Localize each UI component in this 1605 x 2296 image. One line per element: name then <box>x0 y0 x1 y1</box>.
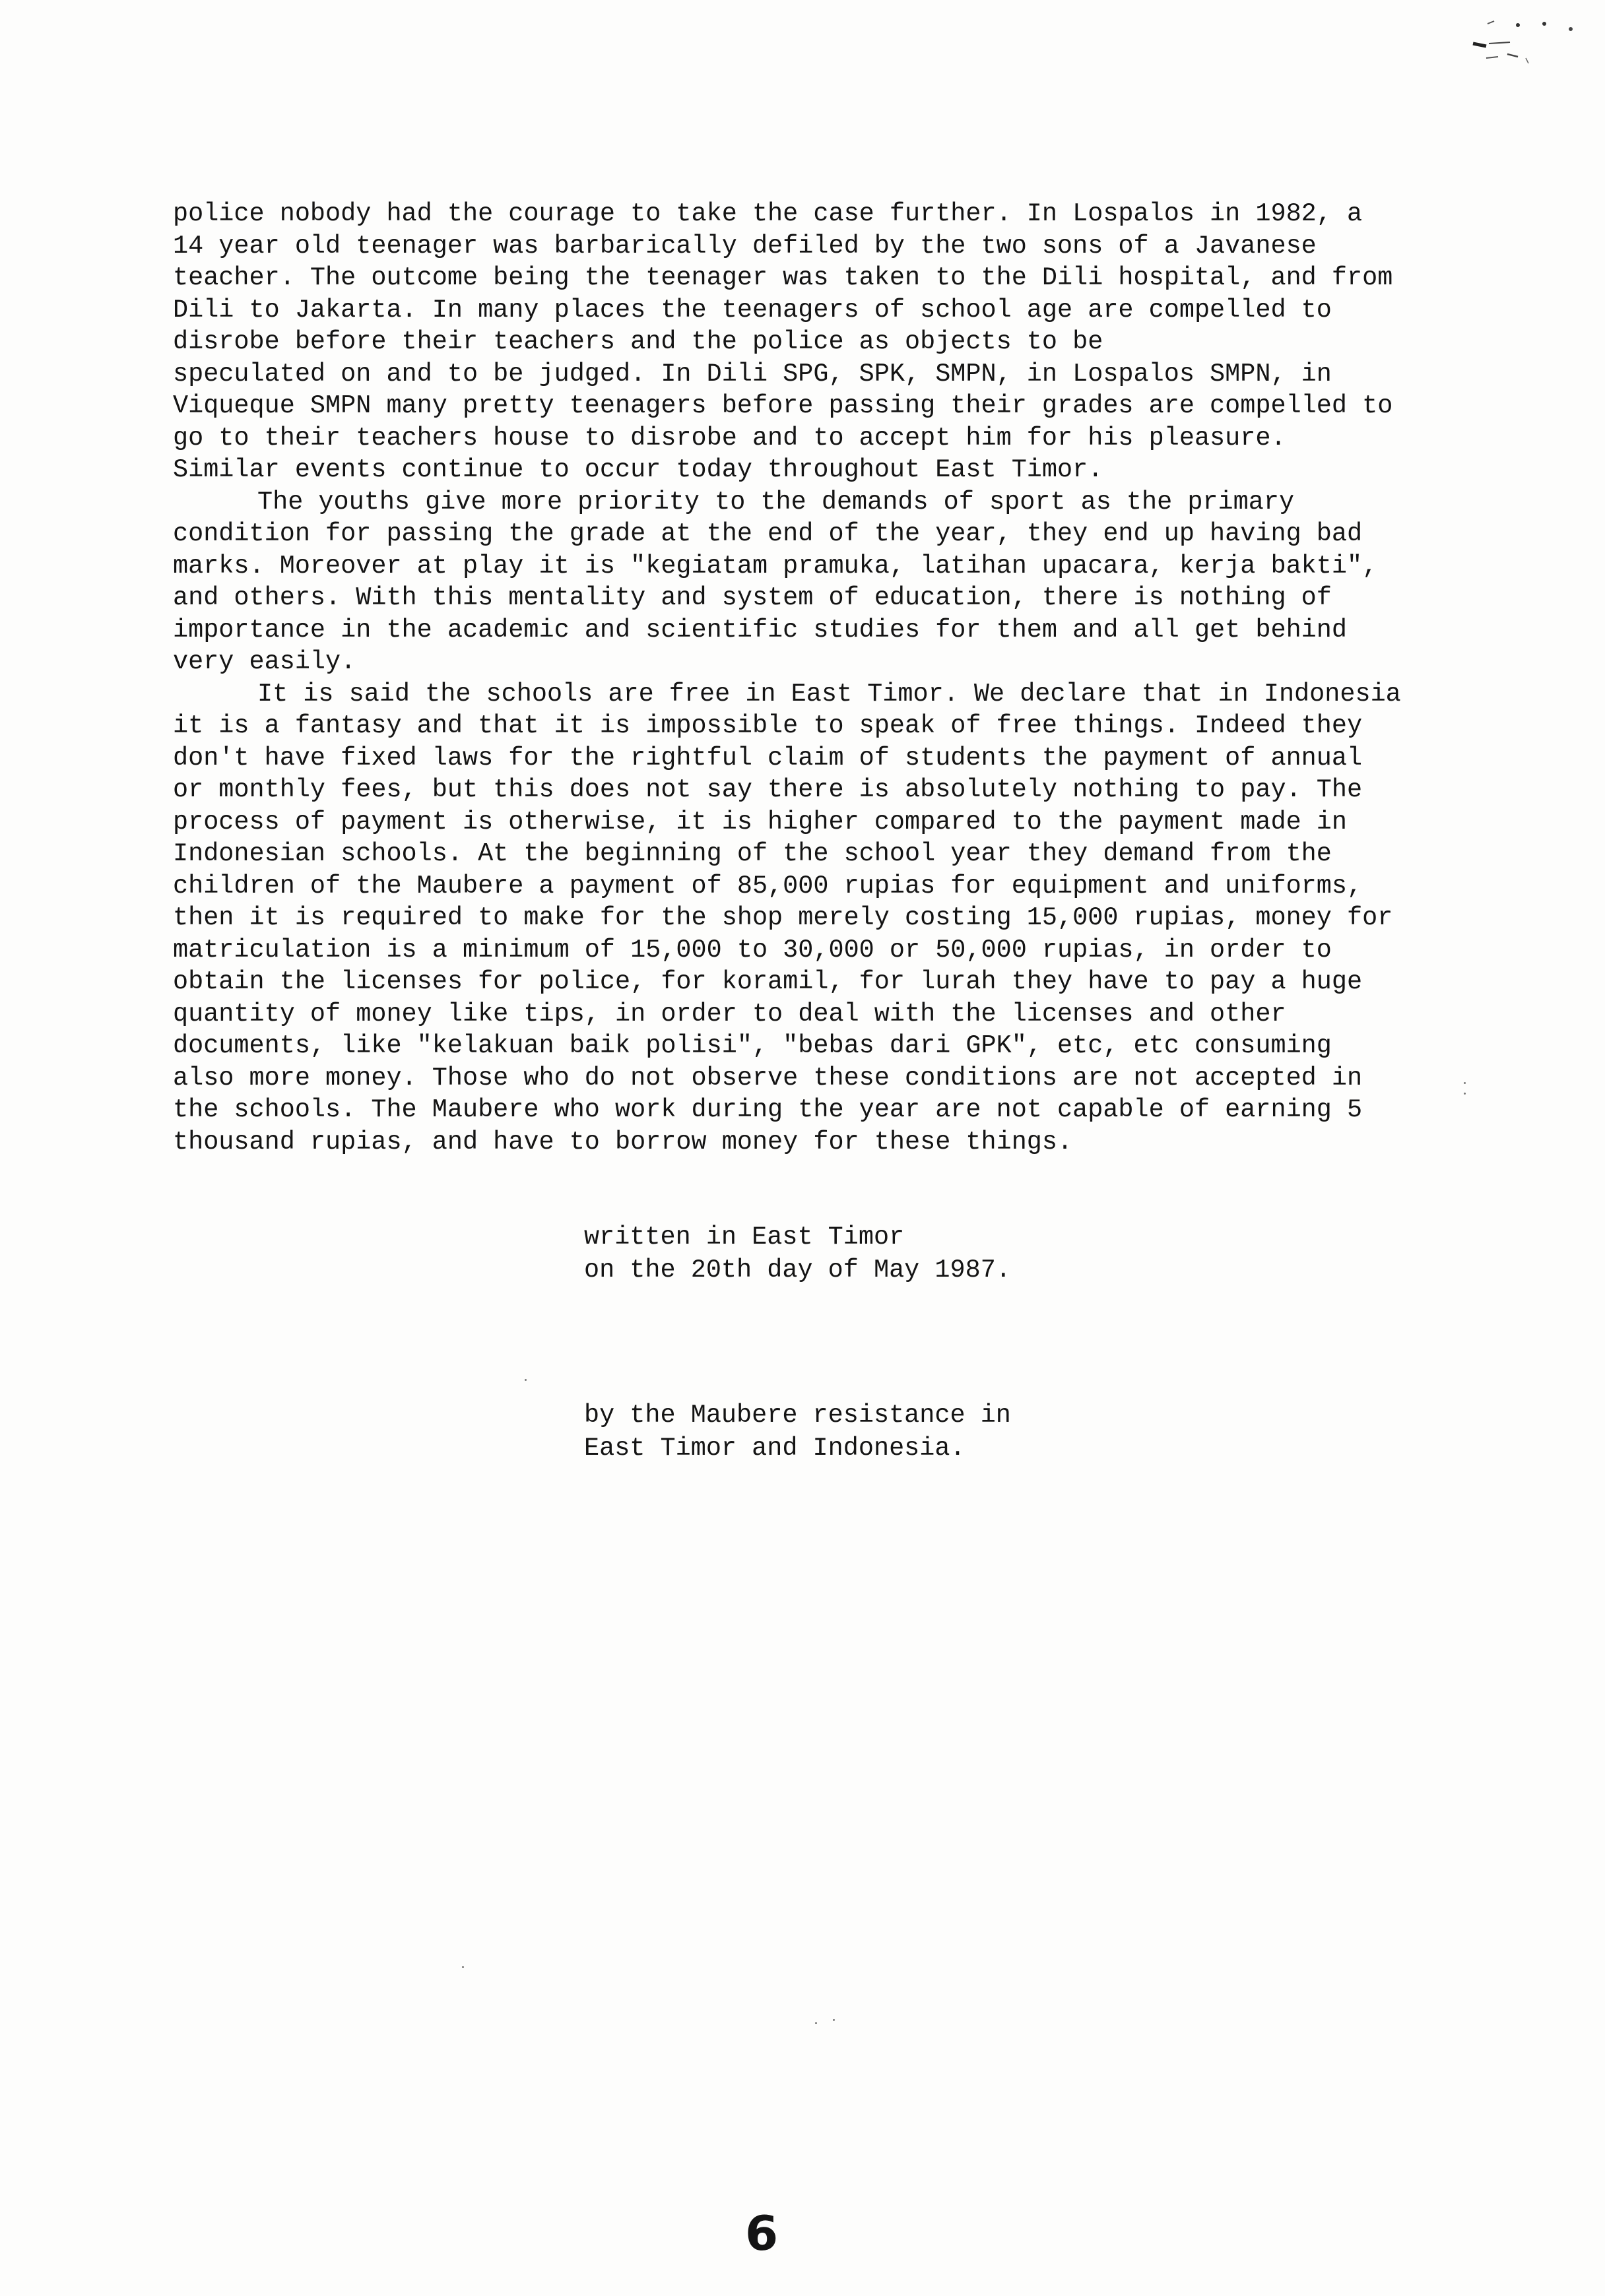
text-line: thousand rupias, and have to borrow money for these things. <box>173 1127 1073 1157</box>
text-line: the schools. The Maubere who work during the year are not capable of earning 5 <box>173 1095 1363 1124</box>
body-text <box>173 198 1519 1158</box>
text-line: Similar events continue to occur today throughout East Timor. <box>173 455 1103 484</box>
text-line: quantity of money like tips, in order to deal with the licenses and other <box>173 999 1286 1029</box>
signoff-date-line: written in East Timor <box>584 1223 905 1252</box>
text-line: disrobe before their teachers and the police as objects to be <box>173 327 1103 356</box>
text-line: importance in the academic and scientific studies for them and all get behind <box>173 615 1347 645</box>
text-line: then it is required to make for the shop merely costing 15,000 rupias, money for <box>173 903 1393 932</box>
paragraph-2 <box>173 486 1519 678</box>
text-line: documents, like "kelakuan baik polisi", "bebas dari GPK", etc, etc consuming <box>173 1031 1332 1060</box>
text-line: children of the Maubere a payment of 85,000 rupias for equipment and uniforms, <box>173 871 1363 901</box>
text-line: and others. With this mentality and system of education, there is nothing of <box>173 583 1332 612</box>
paragraph-3 <box>173 678 1519 1159</box>
text-line: go to their teachers house to disrobe and to accept him for his pleasure. <box>173 423 1286 453</box>
scan-specks-graphic <box>1472 13 1597 86</box>
text-line: Viqueque SMPN many pretty teenagers before passing their grades are compelled to <box>173 391 1393 420</box>
text-line: also more money. Those who do not observe these conditions are not accepted in <box>173 1063 1363 1093</box>
signoff-author-line: by the Maubere resistance in <box>584 1401 1011 1430</box>
text-line: teacher. The outcome being the teenager was taken to the Dili hospital, and from <box>173 263 1393 292</box>
text-line: condition for passing the grade at the end of the year, they end up having bad <box>173 519 1363 548</box>
text-line: very easily. <box>173 647 356 676</box>
scan-marks <box>1472 13 1597 86</box>
scan-speck <box>815 2022 817 2024</box>
signoff-author-block <box>584 1399 1376 1465</box>
scan-speck <box>525 1379 527 1381</box>
text-line: speculated on and to be judged. In Dili SPG, SPK, SMPN, in Lospalos SMPN, in <box>173 359 1332 389</box>
scan-speck <box>462 1966 464 1968</box>
text-line: obtain the licenses for police, for koramil, for lurah they have to pay a huge <box>173 967 1363 996</box>
signoff-date-line: on the 20th day of May 1987. <box>584 1256 1011 1285</box>
text-line: Indonesian schools. At the beginning of the school year they demand from the <box>173 839 1332 868</box>
text-line: Dili to Jakarta. In many places the teenagers of school age are compelled to <box>173 295 1332 325</box>
page-number: 6 <box>744 2206 779 2261</box>
text-line: marks. Moreover at play it is "kegiatam pramuka, latihan upacara, kerja bakti", <box>173 551 1378 581</box>
scan-speck <box>833 2019 835 2021</box>
text-line: matriculation is a minimum of 15,000 to 30,000 or 50,000 rupias, in order to <box>173 935 1332 965</box>
signoff-date-block <box>584 1221 1376 1287</box>
text-line: 14 year old teenager was barbarically defiled by the two sons of a Javanese <box>173 231 1317 261</box>
text-line: The youths give more priority to the demands of sport as the primary <box>257 487 1295 517</box>
text-line: It is said the schools are free in East Timor. We declare that in Indonesia <box>257 679 1401 709</box>
text-line: don't have fixed laws for the rightful claim of students the payment of annual <box>173 743 1363 773</box>
scan-speck <box>1464 1082 1466 1084</box>
text-line: or monthly fees, but this does not say there is absolutely nothing to pay. The <box>173 775 1363 804</box>
paragraph-1 <box>173 198 1519 486</box>
text-line: it is a fantasy and that it is impossible to speak of free things. Indeed they <box>173 711 1363 740</box>
text-line: police nobody had the courage to take the case further. In Lospalos in 1982, a <box>173 199 1363 228</box>
text-line: process of payment is otherwise, it is higher compared to the payment made in <box>173 807 1347 837</box>
scan-speck <box>1464 1093 1466 1095</box>
signoff-author-line: East Timor and Indonesia. <box>584 1434 966 1463</box>
